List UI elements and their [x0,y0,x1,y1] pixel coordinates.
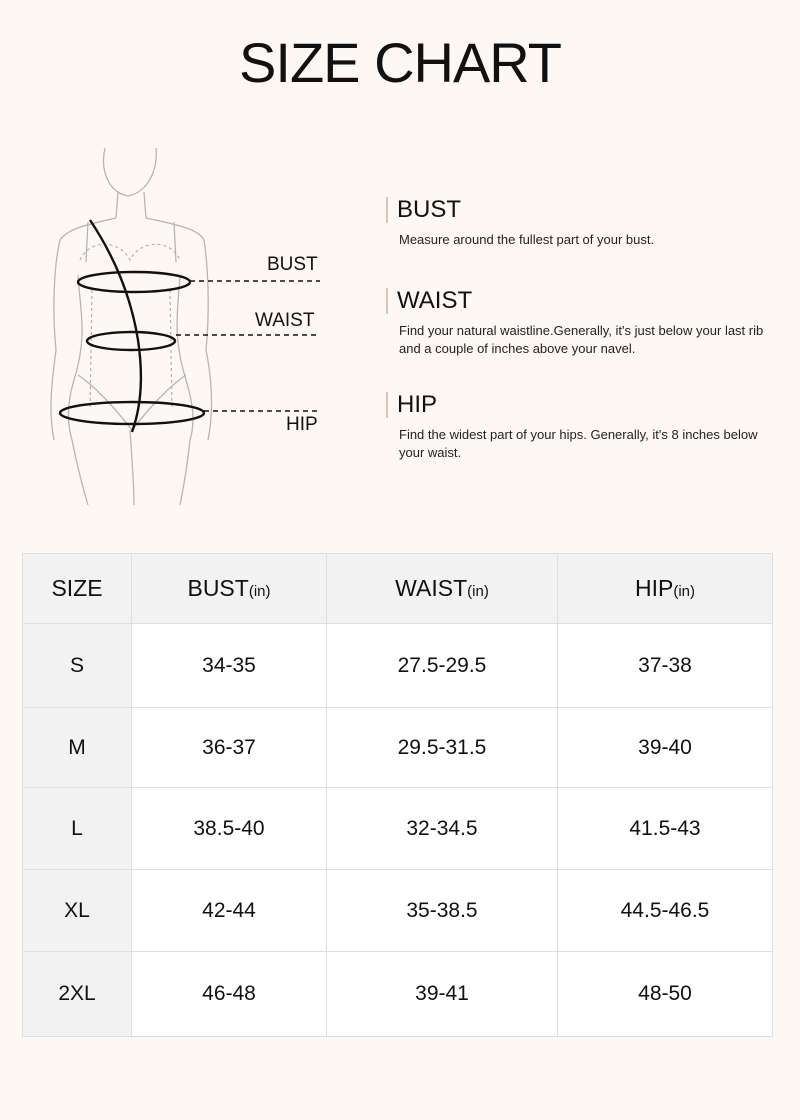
header-bust [132,554,327,624]
size-cell: 2XL [23,952,132,1037]
size-cell: L [23,788,132,870]
waist-cell: 27.5-29.5 [327,624,558,708]
table-row [23,870,773,952]
table-header-row [23,554,773,624]
bust-heading: BUST [386,197,766,223]
waist-description [386,288,766,358]
table-row [23,952,773,1037]
bust-cell: 36-37 [132,708,327,788]
header-bust-label: BUST [187,575,249,601]
hip-cell: 39-40 [558,708,773,788]
waist-cell: 35-38.5 [327,870,558,952]
header-size [23,554,132,624]
bust-cell: 34-35 [132,624,327,708]
hip-instruction: Find the widest part of your hips. Generally, it's 8 inches below your waist. [399,427,758,460]
table-row [23,624,773,708]
waist-heading: WAIST [386,288,766,314]
header-hip [558,554,773,624]
figure-label-waist: WAIST [255,310,315,331]
hip-cell: 48-50 [558,952,773,1037]
header-bust-unit: (in) [248,583,271,600]
waist-cell: 39-41 [327,952,558,1037]
figure-label-hip: HIP [286,414,318,435]
body-measurement-figure [30,140,330,510]
waist-cell: 32-34.5 [327,788,558,870]
waist-instruction: Find your natural waistline.Generally, it's just below your last rib and a couple of inches above your navel. [399,323,764,356]
size-cell: M [23,708,132,788]
figure-label-bust: BUST [267,254,318,275]
hip-cell: 37-38 [558,624,773,708]
bust-cell: 46-48 [132,952,327,1037]
header-waist-unit: (in) [467,583,489,600]
header-waist-label: WAIST [395,575,468,601]
bust-cell: 42-44 [132,870,327,952]
header-waist [327,554,558,624]
hip-cell: 41.5-43 [558,788,773,870]
bust-instruction: Measure around the fullest part of your bust. [399,232,655,247]
size-table [22,553,773,1037]
table-row [23,788,773,870]
table-row [23,708,773,788]
hip-description [386,392,766,462]
size-cell: S [23,624,132,708]
header-hip-unit: (in) [673,583,695,600]
page-title: SIZE CHART [239,31,561,94]
hip-cell: 44.5-46.5 [558,870,773,952]
header-hip-label: HIP [634,575,674,601]
hip-heading: HIP [386,392,766,418]
bust-cell: 38.5-40 [132,788,327,870]
waist-cell: 29.5-31.5 [327,708,558,788]
header-size-label: SIZE [51,575,103,601]
bust-description [386,197,766,249]
size-cell: XL [23,870,132,952]
